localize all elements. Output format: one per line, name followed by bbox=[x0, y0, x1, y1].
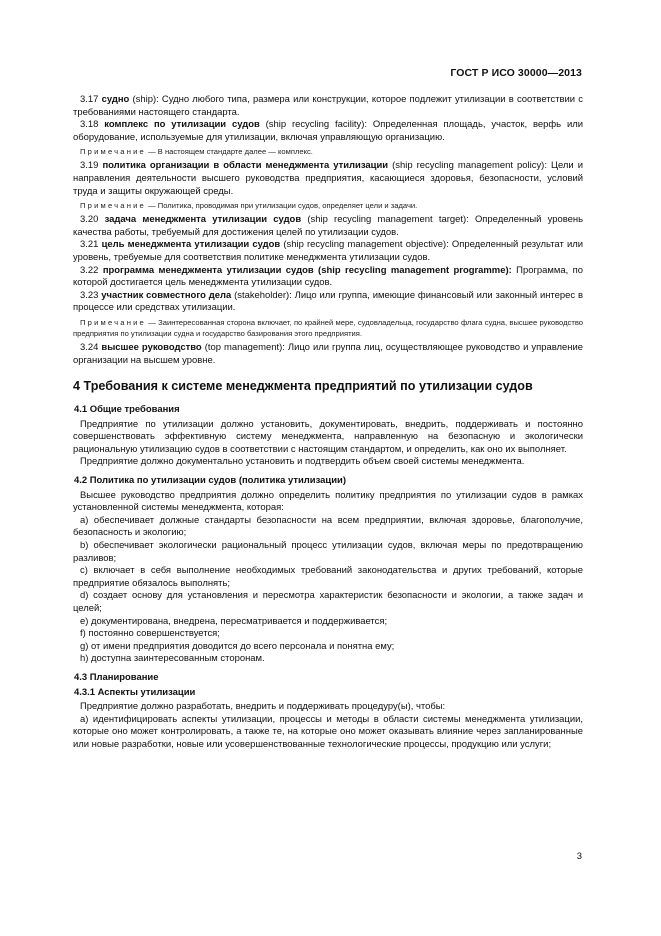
term-number: 3.21 bbox=[80, 239, 99, 251]
term-name: цель менеджмента утилизации судов bbox=[101, 239, 281, 251]
term-3-17 bbox=[73, 94, 583, 119]
term-number: 3.22 bbox=[80, 264, 99, 276]
section-4-title: 4 Требования к системе менеджмента предприятий по утилизации судов bbox=[73, 379, 533, 394]
term-3-24 bbox=[73, 342, 583, 367]
note-label: Примечание bbox=[80, 147, 146, 157]
note-text: — Заинтересованная сторона включает, по крайней мере, судовладельца, государство флага судна, высшее руководство предприятия по утилизации судна и государство базирования этого предприятия. bbox=[73, 317, 583, 338]
note-text: — В настоящем стандарте далее — комплекс. bbox=[145, 147, 313, 157]
section-4-1-title: 4.1 Общие требования bbox=[74, 404, 180, 416]
note-1 bbox=[73, 146, 583, 157]
list-item: а) идентифицировать аспекты утилизации, процессы и методы в области системы менеджмента утилизации, которые оно может контролировать, а также те, на которые оно может оказывать влияние через запланированные или новые разработки, новые или усовершенствованные технологические процессы, продукцию или услуги; bbox=[73, 713, 583, 750]
list-item: g) от имени предприятия доводится до всего персонала и понятна ему; bbox=[80, 640, 395, 652]
note-label: Примечание bbox=[80, 317, 146, 327]
term-definition: (ship): Судно любого типа, размера или конструкции, которое подлежит утилизации в соответствии с требованиями настоящего стандарта. bbox=[73, 94, 583, 118]
term-number: 3.17 bbox=[80, 94, 99, 105]
section-4-2-title: 4.2 Политика по утилизации судов (политика утилизации) bbox=[74, 475, 346, 487]
term-3-20 bbox=[73, 214, 583, 239]
term-number: 3.20 bbox=[80, 214, 99, 226]
term-name: политика организации в области менеджмента утилизации bbox=[102, 160, 389, 172]
term-name: высшее руководство bbox=[101, 341, 202, 353]
term-definition: (ship recycling facility): Определенная площадь, участок, верфь или оборудование, используемые для утилизации, включая управляющую организацию. bbox=[73, 119, 583, 143]
note-3 bbox=[73, 317, 583, 339]
term-number: 3.19 bbox=[80, 160, 99, 172]
list-item: e) документирована, внедрена, пересматривается и поддерживается; bbox=[80, 615, 388, 627]
term-name: участник совместного дела bbox=[101, 289, 232, 301]
term-number: 3.18 bbox=[80, 119, 99, 131]
term-definition: (ship recycling management target): Определенный уровень качества работы, требуемый для достижения целей по утилизации судов. bbox=[73, 214, 583, 238]
term-3-22 bbox=[73, 265, 583, 290]
list-item: b) обеспечивает экологически рациональный процесс утилизации судов, включая меры по предотвращению разливов; bbox=[73, 540, 583, 564]
paragraph: Высшее руководство предприятия должно определить политику предприятия по утилизации судов в рамках установленной системы менеджмента, которая: bbox=[73, 489, 583, 514]
term-definition: (ship recycling management policy): Цели и направления деятельности высшего руководства предприятия, касающиеся здоровья, безопасности, условий труда и защиты окружающей среды. bbox=[73, 160, 584, 197]
section-4-3-1-title: 4.3.1 Аспекты утилизации bbox=[74, 686, 196, 698]
term-name: комплекс по утилизации судов bbox=[104, 119, 260, 131]
page-content bbox=[73, 94, 583, 752]
term-definition: Программа, по которой достигается цель менеджмента утилизации судов. bbox=[73, 264, 584, 289]
list-item: d) создает основу для установления и пересмотра характеристик безопасности и экологии, а также задач и целей; bbox=[73, 590, 583, 614]
term-definition: (stakeholder): Лицо или группа, имеющие финансовый или законный интерес в процессе или средствах утилизации. bbox=[73, 289, 583, 314]
list-item: c) включает в себя выполнение необходимых требований законодательства и других требований, которые предприятие обязалось выполнять; bbox=[73, 565, 583, 589]
list-item: f) постоянно совершенствуется; bbox=[80, 628, 220, 640]
term-name: задача менеджмента утилизации судов bbox=[104, 214, 302, 226]
term-definition: (ship recycling management objective): Определенный результат или уровень, требуемые для соответствия политике менеджмента утилизации судов. bbox=[73, 239, 584, 263]
section-4-3-title: 4.3 Планирование bbox=[74, 671, 159, 683]
term-3-19 bbox=[73, 160, 583, 198]
list-item: a) обеспечивает должные стандарты безопасности на всем предприятии, включая здоровье, благополучие, безопасность и экологию; bbox=[73, 514, 583, 539]
term-3-18 bbox=[73, 119, 583, 144]
paragraph: Предприятие должно документально установить и подтвердить объем своей системы менеджмента. bbox=[80, 456, 525, 468]
note-2 bbox=[73, 200, 583, 211]
note-text: — Политика, проводимая при утилизации судов, определяет цели и задачи. bbox=[145, 201, 418, 211]
term-number: 3.23 bbox=[80, 289, 99, 301]
term-3-23 bbox=[73, 290, 583, 315]
paragraph: Предприятие по утилизации должно установить, документировать, внедрить, поддерживать и постоянно совершенствовать эффективную систему менеджмента, направленную на безопасную и экологически рациональную утилизацию судов в соответствии с настоящим стандартом, и определить, как оно их выполняет. bbox=[73, 418, 583, 455]
document-code: ГОСТ Р ИСО 30000—2013 bbox=[450, 67, 582, 79]
term-name: судно bbox=[101, 94, 130, 105]
paragraph: Предприятие должно разработать, внедрить и поддерживать процедуру(ы), чтобы: bbox=[80, 701, 446, 713]
list-item: h) доступна заинтересованным сторонам. bbox=[80, 653, 265, 665]
term-3-21 bbox=[73, 239, 583, 264]
term-name: программа менеджмента утилизации судов (ship recycling management programme): bbox=[102, 264, 512, 276]
term-definition: (top management): Лицо или группа лиц, осуществляющее руководство и управление организации на высшем уровне. bbox=[73, 341, 583, 366]
term-number: 3.24 bbox=[80, 341, 99, 353]
page-number: 3 bbox=[576, 851, 582, 862]
note-label: Примечание bbox=[80, 201, 146, 211]
